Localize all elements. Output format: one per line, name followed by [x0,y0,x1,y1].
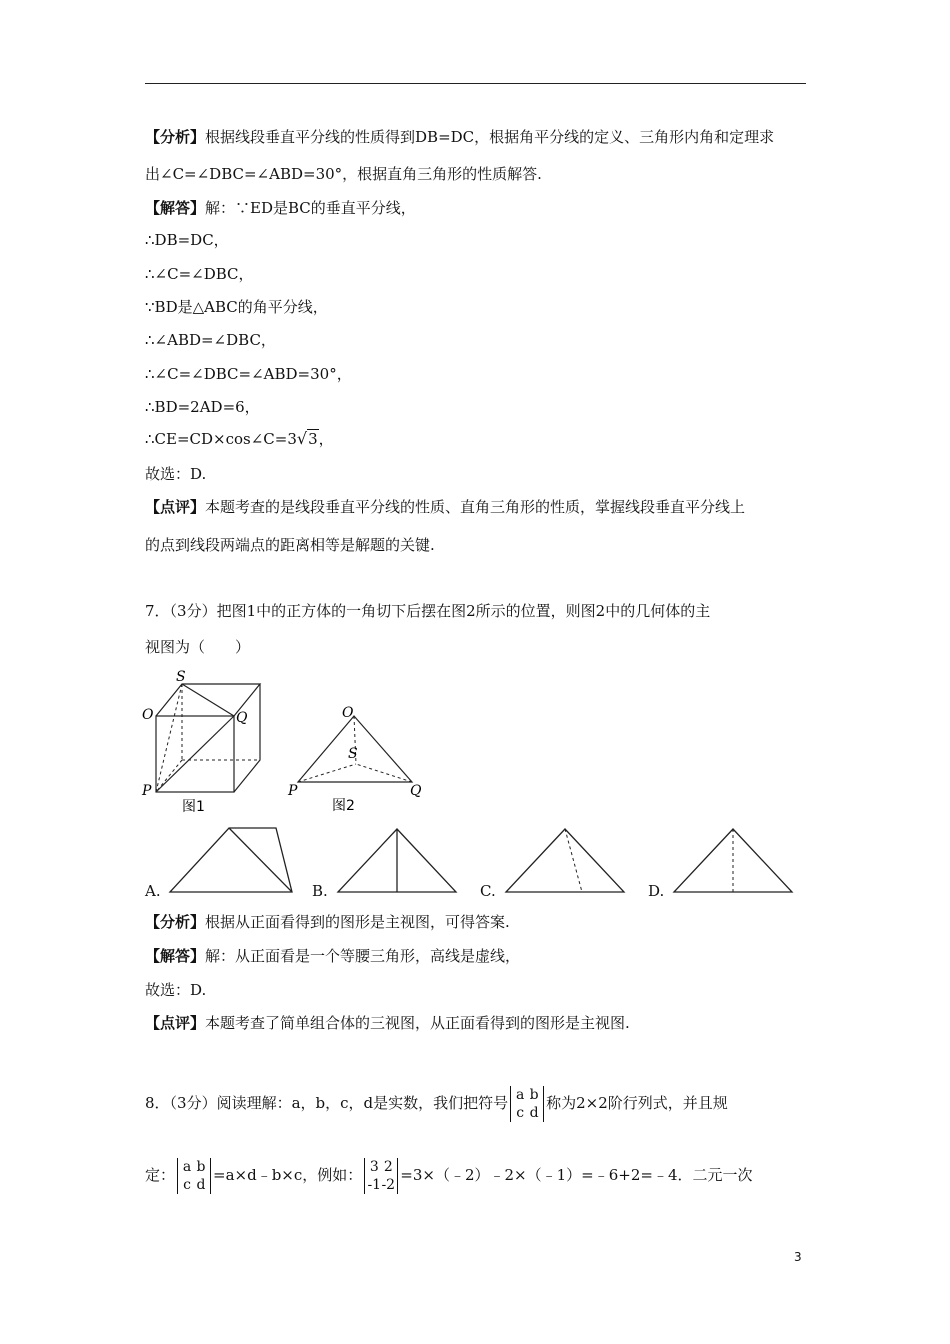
choice-line: 故选：D. [145,465,207,483]
analysis-line-1: 【分析】根据线段垂直平分线的性质得到DB=DC，根据角平分线的定义、三角形内角和定理求 [145,128,775,146]
option-b-label[interactable]: B. [312,882,328,900]
determinant-symbol: a b c d [510,1086,544,1122]
fig1-label-o: O [142,707,154,723]
solution-line-3: ∴∠C=∠DBC， [145,265,254,283]
fig2-label-p: P [288,783,298,799]
q7-choice: 故选：D. [145,981,207,999]
solution-line-8: ∴CE=CD×cos∠C=3√3， [145,429,334,448]
header-rule [145,83,806,84]
determinant-example: 3 2 -1-2 [364,1158,398,1194]
solution-line-1: 【解答】解：∵ED是BC的垂直平分线， [145,199,416,217]
figure-2-tetrahedron [284,700,434,818]
fig1-caption: 图1 [182,799,205,815]
fig2-label-o: O [342,705,354,721]
solution-line-4: ∵BD是△ABC的角平分线， [145,298,328,316]
solution-line-6: ∴∠C=∠DBC=∠ABD=30°， [145,365,352,383]
q8-stem-2: 定： a b c d=a×d﹣b×c，例如： 3 2 -1-2=3×（﹣2）﹣2×（﹣1）=﹣6+2=﹣4．二元一次 [145,1159,753,1193]
sqrt-expression: √3 [296,429,318,448]
fig1-label-p: P [142,783,152,799]
page-number: 3 [794,1250,802,1264]
option-a-figure[interactable] [166,825,298,895]
option-d-label[interactable]: D. [648,882,665,900]
fig1-label-q: Q [236,710,248,726]
q7-comment: 【点评】本题考查了简单组合体的三视图，从正面看得到的图形是主视图. [145,1014,630,1032]
q7-stem-2: 视图为（ ） [145,638,251,656]
q7-analysis: 【分析】根据从正面看得到的图形是主视图，可得答案. [145,913,510,931]
fig2-label-q: Q [410,783,422,799]
option-c-label[interactable]: C. [480,882,496,900]
q8-stem-1: 8．（3分）阅读理解：a，b，c，d是实数，我们把符号 a b c d称为2×2阶行列式，并且规 [145,1087,728,1121]
solution-line-5: ∴∠ABD=∠DBC， [145,331,276,349]
figure-1-cube [140,664,270,818]
q7-solution: 【解答】解：从正面看是一个等腰三角形，高线是虚线， [145,947,521,965]
fig2-label-s: S [348,746,358,762]
option-a-label[interactable]: A. [145,882,161,900]
determinant-definition: a b c d [177,1158,211,1194]
option-c-figure[interactable] [502,825,628,895]
comment-line-2: 的点到线段两端点的距离相等是解题的关键. [145,536,435,554]
option-d-figure[interactable] [670,825,796,895]
fig1-label-s: S [176,669,186,685]
analysis-line-2: 出∠C=∠DBC=∠ABD=30°，根据直角三角形的性质解答. [145,165,542,183]
option-b-figure[interactable] [334,825,460,895]
solution-line-2: ∴DB=DC， [145,231,229,249]
solution-line-7: ∴BD=2AD=6， [145,398,260,416]
q7-stem-1: 7．（3分）把图1中的正方体的一角切下后摆在图2所示的位置，则图2中的几何体的主 [145,602,711,620]
comment-line-1: 【点评】本题考查的是线段垂直平分线的性质、直角三角形的性质，掌握线段垂直平分线上 [145,498,746,516]
fig2-caption: 图2 [332,798,355,814]
